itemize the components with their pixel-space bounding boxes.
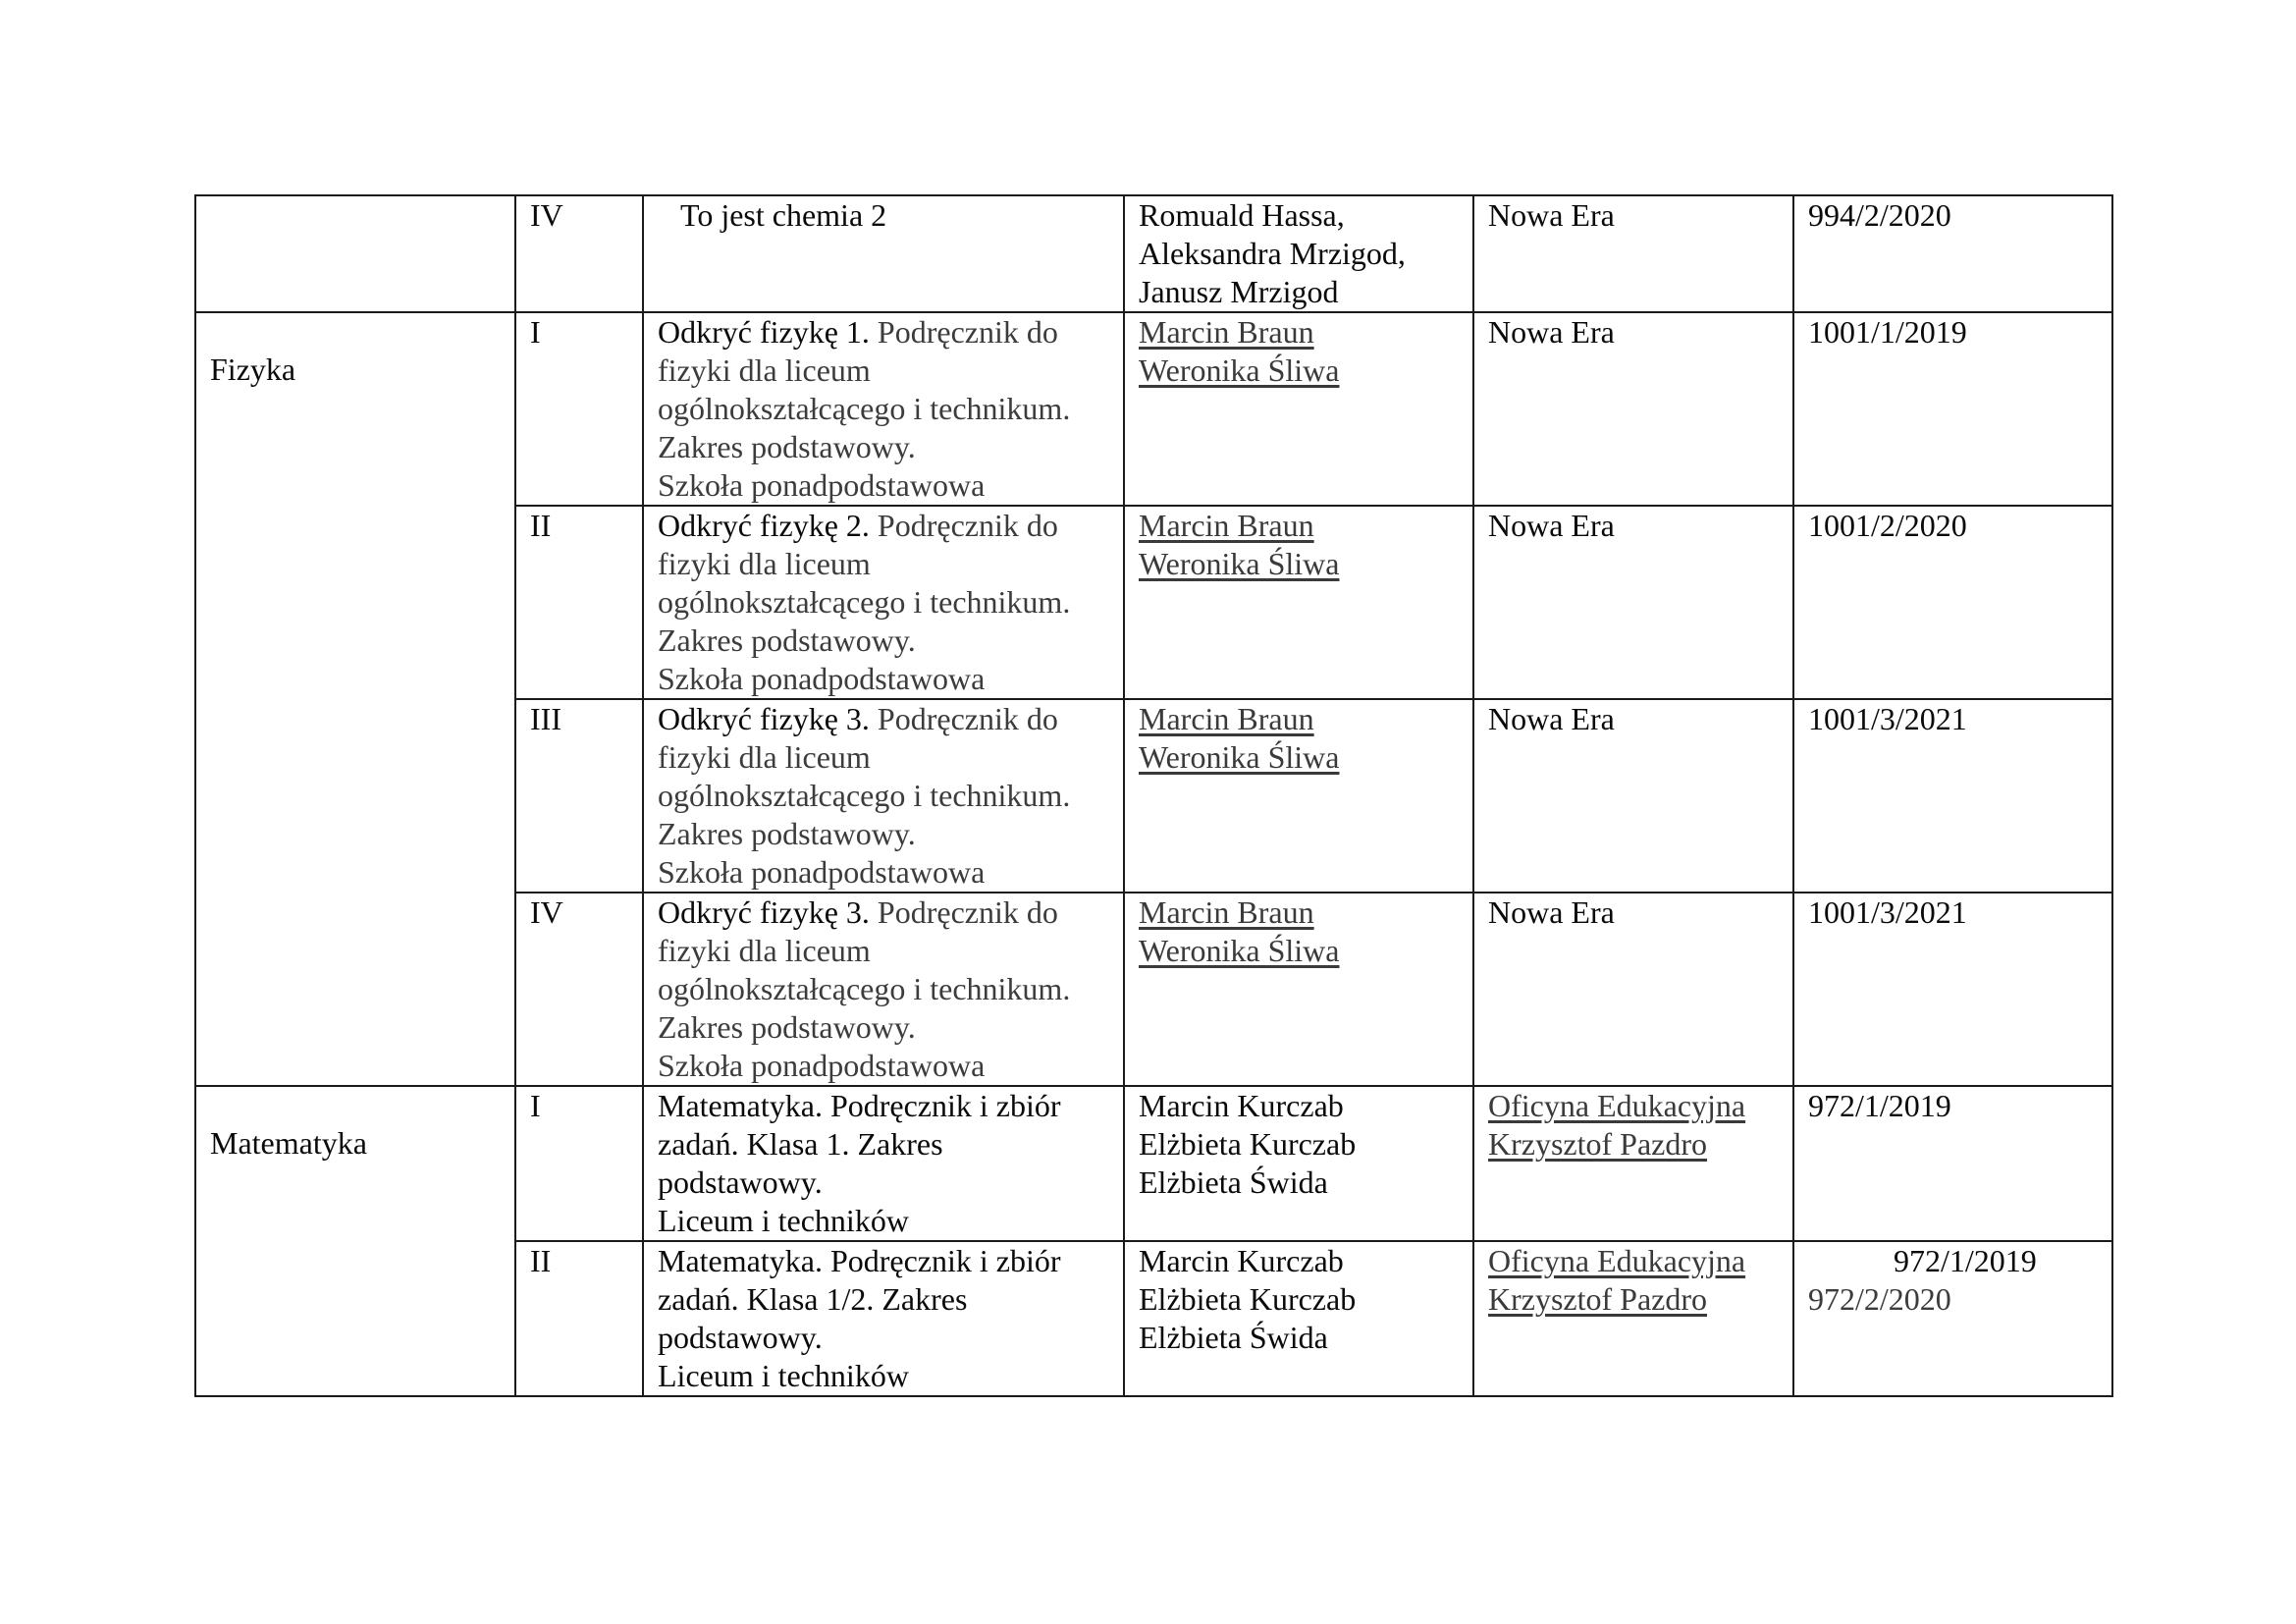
title-cell: Odkryć fizykę 2. Podręcznik do fizyki dla liceum ogólnokształcącego i technikum. Zakres podstawowy. Szkoła ponadpodstawowa — [643, 506, 1124, 699]
author-link[interactable]: Marcin Braun — [1139, 508, 1314, 543]
publisher-link[interactable]: Oficyna Edukacyjna — [1488, 1243, 1746, 1278]
class-cell: I — [515, 312, 643, 506]
class-cell: IV — [515, 893, 643, 1086]
approval-number-cell: 1001/3/2021 — [1793, 699, 2112, 893]
table-row — [195, 195, 2112, 312]
publisher-cell — [1473, 1241, 1793, 1396]
class-cell: I — [515, 1086, 643, 1241]
textbook-table — [194, 194, 2113, 1397]
publisher-link[interactable]: Krzysztof Pazdro — [1488, 1281, 1708, 1317]
approval-number-cell: 972/1/2019 972/2/2020 — [1793, 1241, 2112, 1396]
authors-cell — [1124, 699, 1473, 893]
publisher-cell: Nowa Era — [1473, 506, 1793, 699]
author-link[interactable]: Marcin Braun — [1139, 314, 1314, 350]
subject-cell-fizyka: Fizyka — [195, 312, 515, 1086]
author-link[interactable]: Marcin Braun — [1139, 701, 1314, 736]
publisher-cell: Nowa Era — [1473, 893, 1793, 1086]
approval-number-cell: 1001/2/2020 — [1793, 506, 2112, 699]
author-link[interactable]: Weronika Śliwa — [1139, 352, 1340, 388]
authors-cell — [1124, 312, 1473, 506]
publisher-link[interactable]: Oficyna Edukacyjna — [1488, 1088, 1746, 1123]
publisher-link[interactable]: Krzysztof Pazdro — [1488, 1126, 1708, 1162]
author-link[interactable]: Weronika Śliwa — [1139, 546, 1340, 581]
publisher-cell: Nowa Era — [1473, 699, 1793, 893]
authors-cell: Romuald Hassa, Aleksandra Mrzigod, Janusz Mrzigod — [1124, 195, 1473, 312]
title-cell: Matematyka. Podręcznik i zbiór zadań. Klasa 1. Zakres podstawowy. Liceum i techników — [643, 1086, 1124, 1241]
title-cell: Matematyka. Podręcznik i zbiór zadań. Klasa 1/2. Zakres podstawowy. Liceum i techników — [643, 1241, 1124, 1396]
author-link[interactable]: Weronika Śliwa — [1139, 739, 1340, 775]
title-cell: Odkryć fizykę 3. Podręcznik do fizyki dla liceum ogólnokształcącego i technikum. Zakres podstawowy. Szkoła ponadpodstawowa — [643, 893, 1124, 1086]
authors-cell: Marcin Kurczab Elżbieta Kurczab Elżbieta Świda — [1124, 1086, 1473, 1241]
table-row — [195, 312, 2112, 506]
title-cell: Odkryć fizykę 1. Podręcznik do fizyki dla liceum ogólnokształcącego i technikum. Zakres podstawowy. Szkoła ponadpodstawowa — [643, 312, 1124, 506]
author-link[interactable]: Weronika Śliwa — [1139, 933, 1340, 968]
authors-cell — [1124, 893, 1473, 1086]
class-cell: II — [515, 506, 643, 699]
authors-cell — [1124, 506, 1473, 699]
subject-cell — [195, 195, 515, 312]
author-link[interactable]: Marcin Braun — [1139, 894, 1314, 930]
publisher-cell: Nowa Era — [1473, 195, 1793, 312]
approval-number-cell: 972/1/2019 — [1793, 1086, 2112, 1241]
approval-number-cell: 994/2/2020 — [1793, 195, 2112, 312]
subject-cell-matematyka: Matematyka — [195, 1086, 515, 1396]
class-cell: II — [515, 1241, 643, 1396]
approval-number-cell: 1001/3/2021 — [1793, 893, 2112, 1086]
authors-cell: Marcin Kurczab Elżbieta Kurczab Elżbieta Świda — [1124, 1241, 1473, 1396]
title-cell: Odkryć fizykę 3. Podręcznik do fizyki dla liceum ogólnokształcącego i technikum. Zakres podstawowy. Szkoła ponadpodstawowa — [643, 699, 1124, 893]
approval-number-cell: 1001/1/2019 — [1793, 312, 2112, 506]
class-cell: III — [515, 699, 643, 893]
publisher-cell: Nowa Era — [1473, 312, 1793, 506]
publisher-cell — [1473, 1086, 1793, 1241]
class-cell: IV — [515, 195, 643, 312]
title-cell: To jest chemia 2 — [643, 195, 1124, 312]
table-row — [195, 1086, 2112, 1241]
